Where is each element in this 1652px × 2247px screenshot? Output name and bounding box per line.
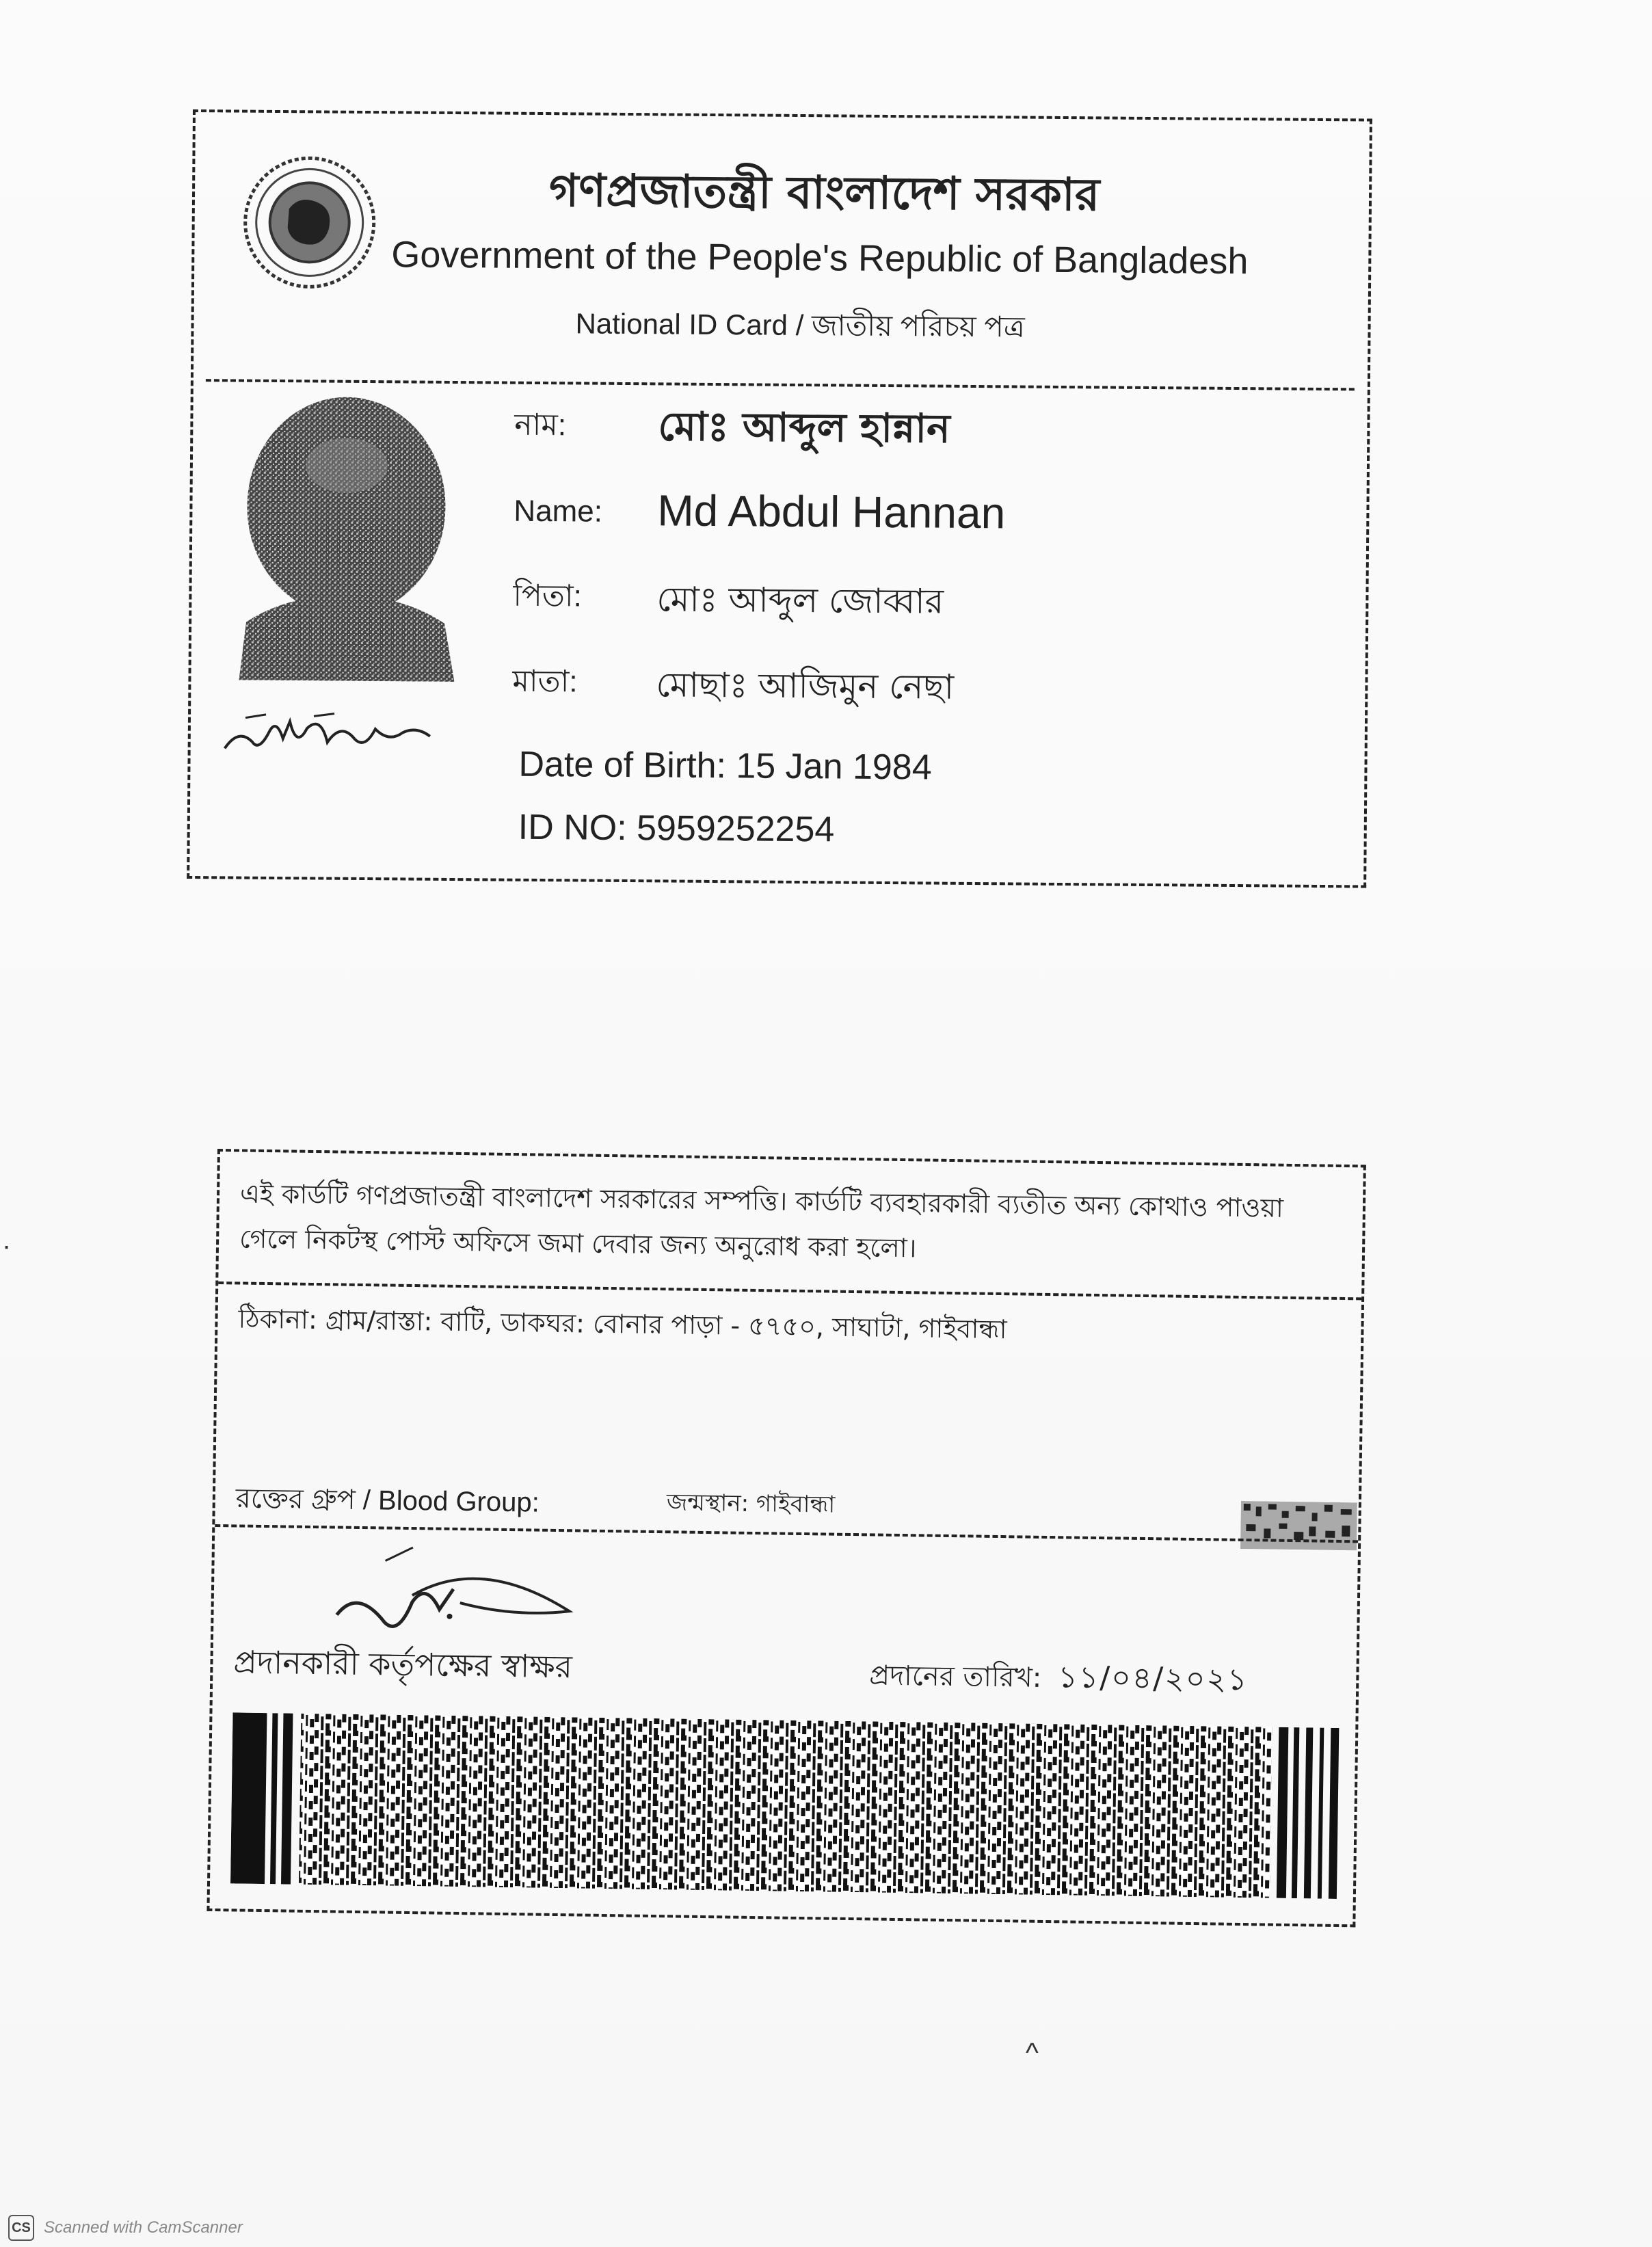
government-emblem-icon: [241, 154, 379, 292]
mother-value: মোছাঃ আজিমুন নেছা: [656, 665, 955, 707]
name-bangla-value: মোঃ আব্দুল হান্নান: [658, 403, 950, 452]
holder-photo: [218, 389, 473, 682]
small-barcode: [1240, 1501, 1357, 1550]
name-english-label: Name:: [514, 494, 603, 529]
mother-label: মাতা:: [512, 664, 578, 699]
id-number: ID NO: 5959252254: [518, 807, 835, 850]
issuing-authority-label: প্রদানকারী কর্তৃপক্ষের স্বাক্ষর: [233, 1643, 573, 1686]
blood-group-label: রক্তের গ্রুপ / Blood Group:: [235, 1483, 540, 1518]
card-header: [206, 112, 1357, 390]
pdf417-barcode: [230, 1712, 1340, 1899]
camscanner-logo-icon: CS: [8, 2215, 34, 2241]
divider: [218, 1281, 1361, 1300]
birthplace: জন্মস্থান: গাইবান্ধা: [666, 1489, 836, 1519]
government-title-bangla: গণপ্রজাতন্ত্রী বাংলাদেশ সরকার: [548, 163, 1100, 222]
address: ঠিকানা: গ্রাম/রাস্তা: বাটি, ডাকঘর: বোনার পাড়া - ৫৭৫০, সাঘাটা, গাইবান্ধা: [238, 1303, 1007, 1345]
card-type-label: National ID Card / জাতীয় পরিচয় পত্র: [575, 307, 1025, 343]
id-card-back: [206, 1149, 1365, 1927]
date-of-birth: Date of Birth: 15 Jan 1984: [518, 744, 932, 788]
id-card-front: [187, 109, 1372, 888]
name-english-value: Md Abdul Hannan: [657, 486, 1006, 538]
father-label: পিতা:: [513, 579, 583, 613]
scan-edge-mark: ∙: [3, 1231, 11, 1261]
scanner-footer: [8, 2214, 243, 2242]
scan-mark-caret: ^: [1026, 2038, 1039, 2068]
name-bangla-label: নাম:: [514, 408, 567, 442]
ownership-notice: এই কার্ডটি গণপ্রজাতন্ত্রী বাংলাদেশ সরকারের সম্পত্তি। কার্ডটি ব্যবহারকারী ব্যতীত অন্য কোথাও পাওয়া গেলে নিকটস্থ পোস্ট অফিসে জমা দেবার জন্য অনুরোধ করা হলো।: [239, 1178, 1284, 1264]
issue-date: [869, 1651, 1249, 1707]
holder-signature: [217, 700, 451, 771]
father-value: মোঃ আব্দুল জোব্বার: [656, 579, 944, 622]
government-title-english: Government of the People's Republic of Bangladesh: [391, 234, 1249, 282]
issue-date-value: ১১/০৪/২০২১: [1057, 1660, 1249, 1698]
issue-date-label: প্রদানের তারিখ:: [869, 1660, 1042, 1694]
scanner-watermark: Scanned with CamScanner: [44, 2218, 243, 2237]
